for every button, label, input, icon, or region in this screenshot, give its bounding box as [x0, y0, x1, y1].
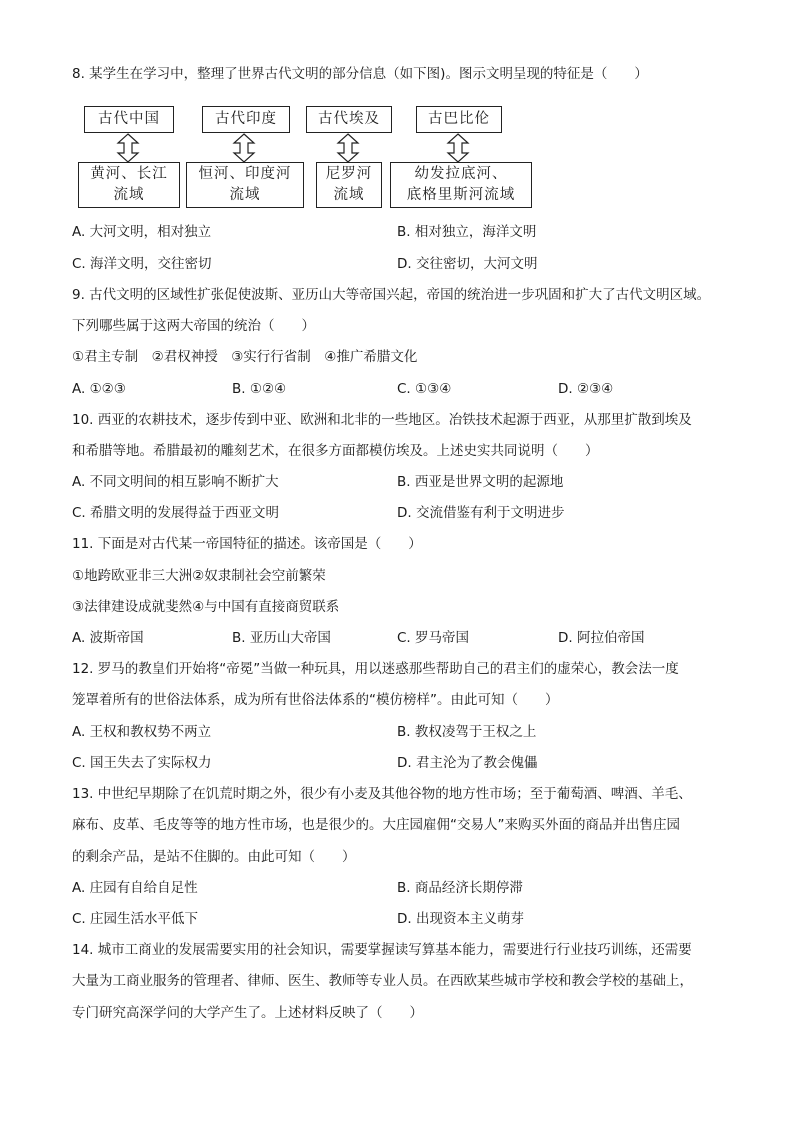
q12-option-d[interactable]: D. 君主沦为了教会傀儡 [397, 755, 538, 771]
box-babylon: 古巴比伦 [416, 106, 502, 133]
q10-stem-line1: 10. 西亚的农耕技术，逐步传到中亚、欧洲和北非的一些地区。冶铁技术起源于西亚，从那里扩散到埃及 [72, 412, 692, 428]
q12-option-b[interactable]: B. 教权凌驾于王权之上 [397, 724, 537, 740]
box-euphrates-tigris [390, 162, 532, 208]
q10-option-b[interactable]: B. 西亚是世界文明的起源地 [397, 474, 564, 490]
double-arrow-icon [116, 133, 140, 163]
box-line: 底格里斯河流域 [406, 187, 516, 203]
q9-stem-line2: 下列哪些属于这两大帝国的统治（ ） [72, 318, 315, 334]
q8-option-c[interactable]: C. 海洋文明，交往密切 [72, 256, 212, 272]
q11-option-b[interactable]: B. 亚历山大帝国 [232, 630, 331, 646]
box-line: 流域 [229, 187, 261, 203]
q12-stem-line1: 12. 罗马的教皇们开始将“帝冕”当做一种玩具，用以迷惑那些帮助自己的君主们的虚荣心，教会法一度 [72, 661, 679, 677]
q8-option-d[interactable]: D. 交往密切，大河文明 [397, 256, 538, 272]
q11-items-line2: ③法律建设成就斐然④与中国有直接商贸联系 [72, 599, 340, 615]
q12-stem-line2: 笼罩着所有的世俗法体系，成为所有世俗法体系的“模仿榜样”。由此可知（ ） [72, 692, 559, 708]
q9-option-c[interactable]: C. ①③④ [397, 381, 452, 397]
double-arrow-icon [336, 133, 360, 163]
double-arrow-icon [232, 133, 256, 163]
q10-option-c[interactable]: C. 希腊文明的发展得益于西亚文明 [72, 505, 280, 521]
double-arrow-icon [446, 133, 470, 163]
q8-option-a[interactable]: A. 大河文明，相对独立 [72, 224, 212, 240]
q9-items: ①君主专制 ②君权神授 ③实行行省制 ④推广希腊文化 [72, 349, 418, 365]
q10-option-d[interactable]: D. 交流借鉴有利于文明进步 [397, 505, 565, 521]
q11-option-d[interactable]: D. 阿拉伯帝国 [558, 630, 645, 646]
box-line: 流域 [113, 187, 145, 203]
q11-option-c[interactable]: C. 罗马帝国 [397, 630, 470, 646]
box-line: 尼罗河 [325, 166, 373, 182]
q9-option-a[interactable]: A. ①②③ [72, 381, 126, 397]
q9-option-b[interactable]: B. ①②④ [232, 381, 287, 397]
box-ancient-india: 古代印度 [202, 106, 290, 133]
box-line: 恒河、印度河 [198, 166, 292, 182]
q13-option-c[interactable]: C. 庄园生活水平低下 [72, 911, 199, 927]
q8-stem: 8. 某学生在学习中，整理了世界古代文明的部分信息（如下图)。图示文明呈现的特征是（ ） [72, 66, 648, 82]
q14-stem-line2: 大量为工商业服务的管理者、律师、医生、教师等专业人员。在西欧某些城市学校和教会学校的基础上， [72, 973, 693, 989]
box-line: 流域 [333, 187, 365, 203]
q13-stem-line1: 13. 中世纪早期除了在饥荒时期之外，很少有小麦及其他谷物的地方性市场；至于葡萄酒、啤酒、羊毛、 [72, 786, 692, 802]
box-line: 黄河、长江 [90, 166, 168, 182]
q13-option-d[interactable]: D. 出现资本主义萌芽 [397, 911, 524, 927]
box-ancient-china: 古代中国 [84, 106, 174, 133]
q12-option-c[interactable]: C. 国王失去了实际权力 [72, 755, 212, 771]
q13-stem-line2: 麻布、皮革、毛皮等等的地方性市场，也是很少的。大庄园雇佣“交易人”来购买外面的商品并出售庄园 [72, 817, 680, 833]
q9-option-d[interactable]: D. ②③④ [558, 381, 614, 397]
q8-option-b[interactable]: B. 相对独立，海洋文明 [397, 224, 537, 240]
q11-items-line1: ①地跨欧亚非三大洲②奴隶制社会空前繁荣 [72, 568, 326, 584]
q11-option-a[interactable]: A. 波斯帝国 [72, 630, 144, 646]
q13-option-b[interactable]: B. 商品经济长期停滞 [397, 880, 523, 896]
q11-stem: 11. 下面是对古代某一帝国特征的描述。该帝国是（ ） [72, 536, 422, 552]
q14-stem-line1: 14. 城市工商业的发展需要实用的社会知识，需要掌握读写算基本能力，需要进行行业技巧训练，还需要 [72, 942, 692, 958]
q13-option-a[interactable]: A. 庄园有自给自足性 [72, 880, 198, 896]
box-ancient-egypt: 古代埃及 [306, 106, 392, 133]
q10-option-a[interactable]: A. 不同文明间的相互影响不断扩大 [72, 474, 279, 490]
q13-stem-line3: 的剩余产品，是站不住脚的。由此可知（ ） [72, 849, 356, 865]
q9-stem-line1: 9. 古代文明的区域性扩张促使波斯、亚历山大等帝国兴起，帝国的统治进一步巩固和扩大了古代文明区域。 [72, 287, 711, 303]
q14-stem-line3: 专门研究高深学问的大学产生了。上述材料反映了（ ） [72, 1005, 423, 1021]
q10-stem-line2: 和希腊等地。希腊最初的雕刻艺术，在很多方面都模仿埃及。上述史实共同说明（ ） [72, 443, 599, 459]
box-ganges-indus [186, 162, 304, 208]
box-yellow-yangtze [78, 162, 180, 208]
box-nile [316, 162, 382, 208]
box-line: 幼发拉底河、 [414, 166, 508, 182]
q12-option-a[interactable]: A. 王权和教权势不两立 [72, 724, 212, 740]
